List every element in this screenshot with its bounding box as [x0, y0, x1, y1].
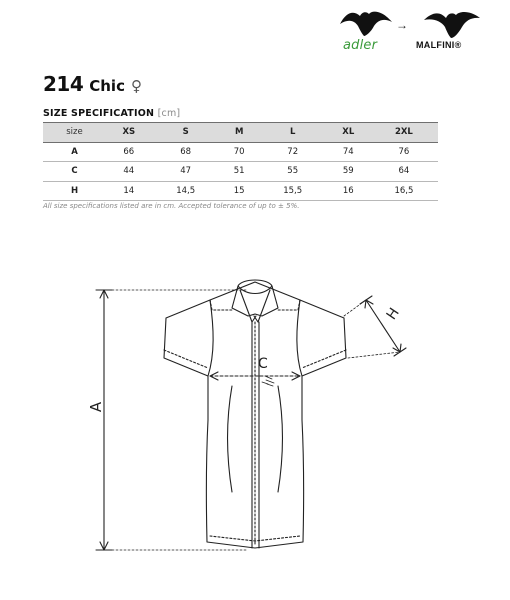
- yoke-seam: [210, 300, 232, 310]
- column-header: XS: [106, 123, 152, 143]
- armhole-seam: [297, 300, 302, 376]
- column-header: L: [259, 123, 327, 143]
- table-row: [43, 181, 438, 201]
- sleeve-hem: [164, 350, 208, 368]
- table-cell: 55: [259, 162, 327, 182]
- table-cell: 59: [327, 162, 370, 182]
- female-symbol-icon: ♀: [130, 77, 142, 95]
- table-cell: 64: [370, 162, 438, 182]
- arrow-right-icon: →: [396, 18, 408, 32]
- table-cell: 66: [106, 142, 152, 162]
- label-h: H: [383, 305, 403, 323]
- brand-logos: [330, 0, 510, 60]
- table-cell: 44: [106, 162, 152, 182]
- size-spec-unit: [cm]: [157, 108, 181, 119]
- table-cell: 15: [220, 181, 259, 201]
- table-cell: 72: [259, 142, 327, 162]
- table-cell: 70: [220, 142, 259, 162]
- tolerance-note: All size specifications listed are in cm. Accepted tolerance of up to ± 5%.: [43, 202, 300, 210]
- table-cell: 68: [152, 142, 220, 162]
- yoke-seam: [278, 300, 300, 310]
- front-dart: [278, 386, 283, 492]
- table-cell: 14: [106, 181, 152, 201]
- sleeve-hem: [302, 350, 346, 368]
- shirt-drawing: [0, 270, 510, 600]
- malfini-wordmark: MALFINI®: [416, 40, 462, 50]
- table-cell: 51: [220, 162, 259, 182]
- row-label: C: [43, 162, 106, 182]
- column-header: XL: [327, 123, 370, 143]
- adler-wordmark: adler: [343, 38, 378, 53]
- product-name: Chic: [89, 77, 125, 95]
- shirt-measurement-diagram: [0, 270, 510, 600]
- collar-point: [254, 290, 270, 322]
- size-spec-title: SIZE SPECIFICATION: [43, 108, 155, 119]
- bust-gathers: [262, 376, 274, 386]
- label-c: C: [258, 356, 268, 372]
- table-cell: 47: [152, 162, 220, 182]
- size-table-header-row: [43, 123, 438, 143]
- column-header: S: [152, 123, 220, 143]
- front-dart: [228, 386, 233, 492]
- column-header: M: [220, 123, 259, 143]
- table-cell: 16,5: [370, 181, 438, 201]
- product-title: [43, 72, 142, 94]
- column-header-size: size: [43, 123, 106, 143]
- table-cell: 14,5: [152, 181, 220, 201]
- armhole-seam: [208, 300, 213, 376]
- eagle-icon: [338, 6, 394, 38]
- table-cell: 74: [327, 142, 370, 162]
- size-spec-heading: [43, 108, 180, 119]
- label-a: A: [87, 401, 106, 413]
- table-row: [43, 142, 438, 162]
- collar-point: [240, 290, 256, 322]
- table-row: [43, 162, 438, 182]
- collar: [232, 280, 278, 316]
- column-header: 2XL: [370, 123, 438, 143]
- table-cell: 15,5: [259, 181, 327, 201]
- row-label: H: [43, 181, 106, 201]
- table-cell: 16: [327, 181, 370, 201]
- eagle-icon: [422, 6, 482, 40]
- malfini-logo: [416, 6, 496, 56]
- row-label: A: [43, 142, 106, 162]
- adler-logo: [336, 6, 394, 56]
- product-number: 214: [43, 72, 84, 96]
- guide-line: [348, 352, 400, 358]
- table-cell: 76: [370, 142, 438, 162]
- size-table: [43, 122, 438, 201]
